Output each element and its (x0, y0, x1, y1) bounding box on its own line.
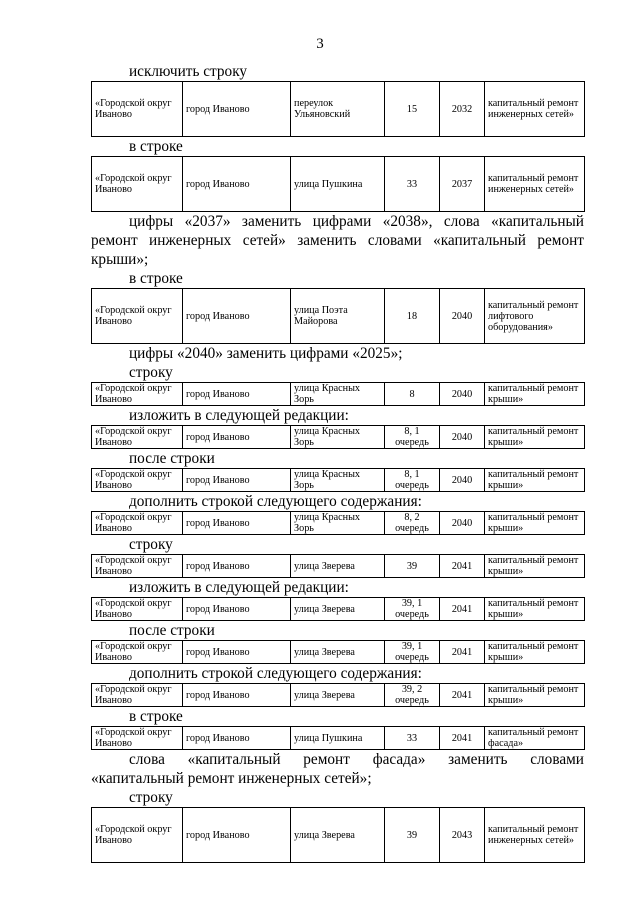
table-row (92, 598, 585, 621)
cell-house: 33 (385, 157, 440, 212)
cell-city: город Иваново (183, 469, 291, 492)
cell-street: улица Пушкина (291, 157, 385, 212)
instruction-line: исключить строку (129, 63, 248, 80)
cell-work: капитальный ремонт крыши» (485, 383, 585, 406)
cell-year: 2040 (440, 469, 485, 492)
table-row-block (91, 81, 585, 137)
table-row (92, 289, 585, 344)
cell-house: 8 (385, 383, 440, 406)
cell-house: 18 (385, 289, 440, 344)
instruction-paragraph: цифры «2037» заменить цифрами «2038», слова «капитальный ремонт инженерных сетей» заменить словами «капитальный ремонт крыши»; (91, 213, 584, 268)
cell-year: 2041 (440, 727, 485, 750)
table-row-block (91, 807, 585, 863)
cell-district: «Городской округ Иваново (92, 641, 183, 664)
table-row-block (91, 288, 585, 344)
cell-work: капитальный ремонт крыши» (485, 426, 585, 449)
table-row (92, 727, 585, 750)
cell-work: капитальный ремонт инженерных сетей» (485, 157, 585, 212)
cell-city: город Иваново (183, 157, 291, 212)
cell-district: «Городской округ Иваново (92, 426, 183, 449)
cell-year: 2040 (440, 289, 485, 344)
table-row-block (91, 156, 585, 212)
cell-year: 2037 (440, 157, 485, 212)
cell-work: капитальный ремонт крыши» (485, 684, 585, 707)
cell-street: улица Красных Зорь (291, 512, 385, 535)
cell-house: 8, 2 очередь (385, 512, 440, 535)
cell-house: 39, 1 очередь (385, 598, 440, 621)
cell-house: 39 (385, 808, 440, 863)
table-row (92, 808, 585, 863)
cell-district: «Городской округ Иваново (92, 555, 183, 578)
cell-work: капитальный ремонт крыши» (485, 555, 585, 578)
cell-district: «Городской округ Иваново (92, 469, 183, 492)
cell-work: капитальный ремонт фасада» (485, 727, 585, 750)
cell-house: 39 (385, 555, 440, 578)
instruction-line: строку (129, 364, 173, 381)
cell-street: улица Зверева (291, 684, 385, 707)
cell-house: 15 (385, 82, 440, 137)
cell-district: «Городской округ Иваново (92, 383, 183, 406)
cell-work: капитальный ремонт крыши» (485, 641, 585, 664)
cell-street: улица Зверева (291, 555, 385, 578)
table-row (92, 426, 585, 449)
cell-street: улица Красных Зорь (291, 426, 385, 449)
cell-year: 2041 (440, 555, 485, 578)
cell-district: «Городской округ Иваново (92, 808, 183, 863)
cell-district: «Городской округ Иваново (92, 157, 183, 212)
table-row-block (91, 511, 585, 535)
cell-city: город Иваново (183, 808, 291, 863)
cell-city: город Иваново (183, 684, 291, 707)
cell-street: улица Поэта Майорова (291, 289, 385, 344)
table-row (92, 469, 585, 492)
table-row-block (91, 597, 585, 621)
table-row (92, 555, 585, 578)
cell-work: капитальный ремонт крыши» (485, 598, 585, 621)
cell-district: «Городской округ Иваново (92, 289, 183, 344)
cell-city: город Иваново (183, 641, 291, 664)
cell-house: 8, 1 очередь (385, 469, 440, 492)
cell-city: город Иваново (183, 512, 291, 535)
cell-city: город Иваново (183, 426, 291, 449)
cell-district: «Городской округ Иваново (92, 684, 183, 707)
table-row-block (91, 382, 585, 406)
cell-work: капитальный ремонт крыши» (485, 469, 585, 492)
cell-district: «Городской округ Иваново (92, 82, 183, 137)
page-number: 3 (316, 36, 324, 52)
cell-year: 2043 (440, 808, 485, 863)
cell-house: 33 (385, 727, 440, 750)
cell-city: город Иваново (183, 598, 291, 621)
document-body (91, 62, 584, 863)
cell-work: капитальный ремонт инженерных сетей» (485, 82, 585, 137)
cell-house: 39, 2 очередь (385, 684, 440, 707)
instruction-line: изложить в следующей редакции: (129, 407, 349, 424)
table-row (92, 157, 585, 212)
cell-city: город Иваново (183, 82, 291, 137)
cell-work: капитальный ремонт крыши» (485, 512, 585, 535)
table-row (92, 82, 585, 137)
table-row-block (91, 554, 585, 578)
cell-year: 2041 (440, 598, 485, 621)
cell-street: улица Зверева (291, 808, 385, 863)
instruction-line: после строки (129, 622, 215, 639)
cell-street: улица Пушкина (291, 727, 385, 750)
instruction-line: после строки (129, 450, 215, 467)
cell-street: улица Красных Зорь (291, 383, 385, 406)
instruction-line: изложить в следующей редакции: (129, 579, 349, 596)
instruction-line: цифры «2040» заменить цифрами «2025»; (129, 345, 403, 362)
cell-work: капитальный ремонт лифтового оборудования» (485, 289, 585, 344)
table-row-block (91, 640, 585, 664)
table-row-block (91, 683, 585, 707)
cell-year: 2040 (440, 512, 485, 535)
cell-year: 2041 (440, 641, 485, 664)
table-row (92, 512, 585, 535)
cell-district: «Городской округ Иваново (92, 727, 183, 750)
table-row-block (91, 726, 585, 750)
table-row-block (91, 425, 585, 449)
cell-work: капитальный ремонт инженерных сетей» (485, 808, 585, 863)
table-row (92, 684, 585, 707)
instruction-line: в строке (129, 270, 183, 287)
instruction-line: дополнить строкой следующего содержания: (129, 493, 422, 510)
cell-house: 8, 1 очередь (385, 426, 440, 449)
cell-house: 39, 1 очередь (385, 641, 440, 664)
cell-city: город Иваново (183, 727, 291, 750)
table-row (92, 641, 585, 664)
instruction-line: дополнить строкой следующего содержания: (129, 665, 422, 682)
cell-street: улица Красных Зорь (291, 469, 385, 492)
instruction-line: строку (129, 789, 173, 806)
cell-year: 2032 (440, 82, 485, 137)
cell-city: город Иваново (183, 383, 291, 406)
cell-city: город Иваново (183, 289, 291, 344)
cell-year: 2040 (440, 426, 485, 449)
instruction-line: в строке (129, 708, 183, 725)
cell-street: улица Зверева (291, 598, 385, 621)
instruction-line: строку (129, 536, 173, 553)
cell-year: 2040 (440, 383, 485, 406)
cell-street: улица Зверева (291, 641, 385, 664)
table-row-block (91, 468, 585, 492)
cell-year: 2041 (440, 684, 485, 707)
table-row (92, 383, 585, 406)
cell-street: переулок Ульяновский (291, 82, 385, 137)
instruction-paragraph: слова «капитальный ремонт фасада» заменить словами «капитальный ремонт инженерных сетей»; (91, 751, 584, 787)
cell-district: «Городской округ Иваново (92, 512, 183, 535)
cell-city: город Иваново (183, 555, 291, 578)
instruction-line: в строке (129, 138, 183, 155)
cell-district: «Городской округ Иваново (92, 598, 183, 621)
